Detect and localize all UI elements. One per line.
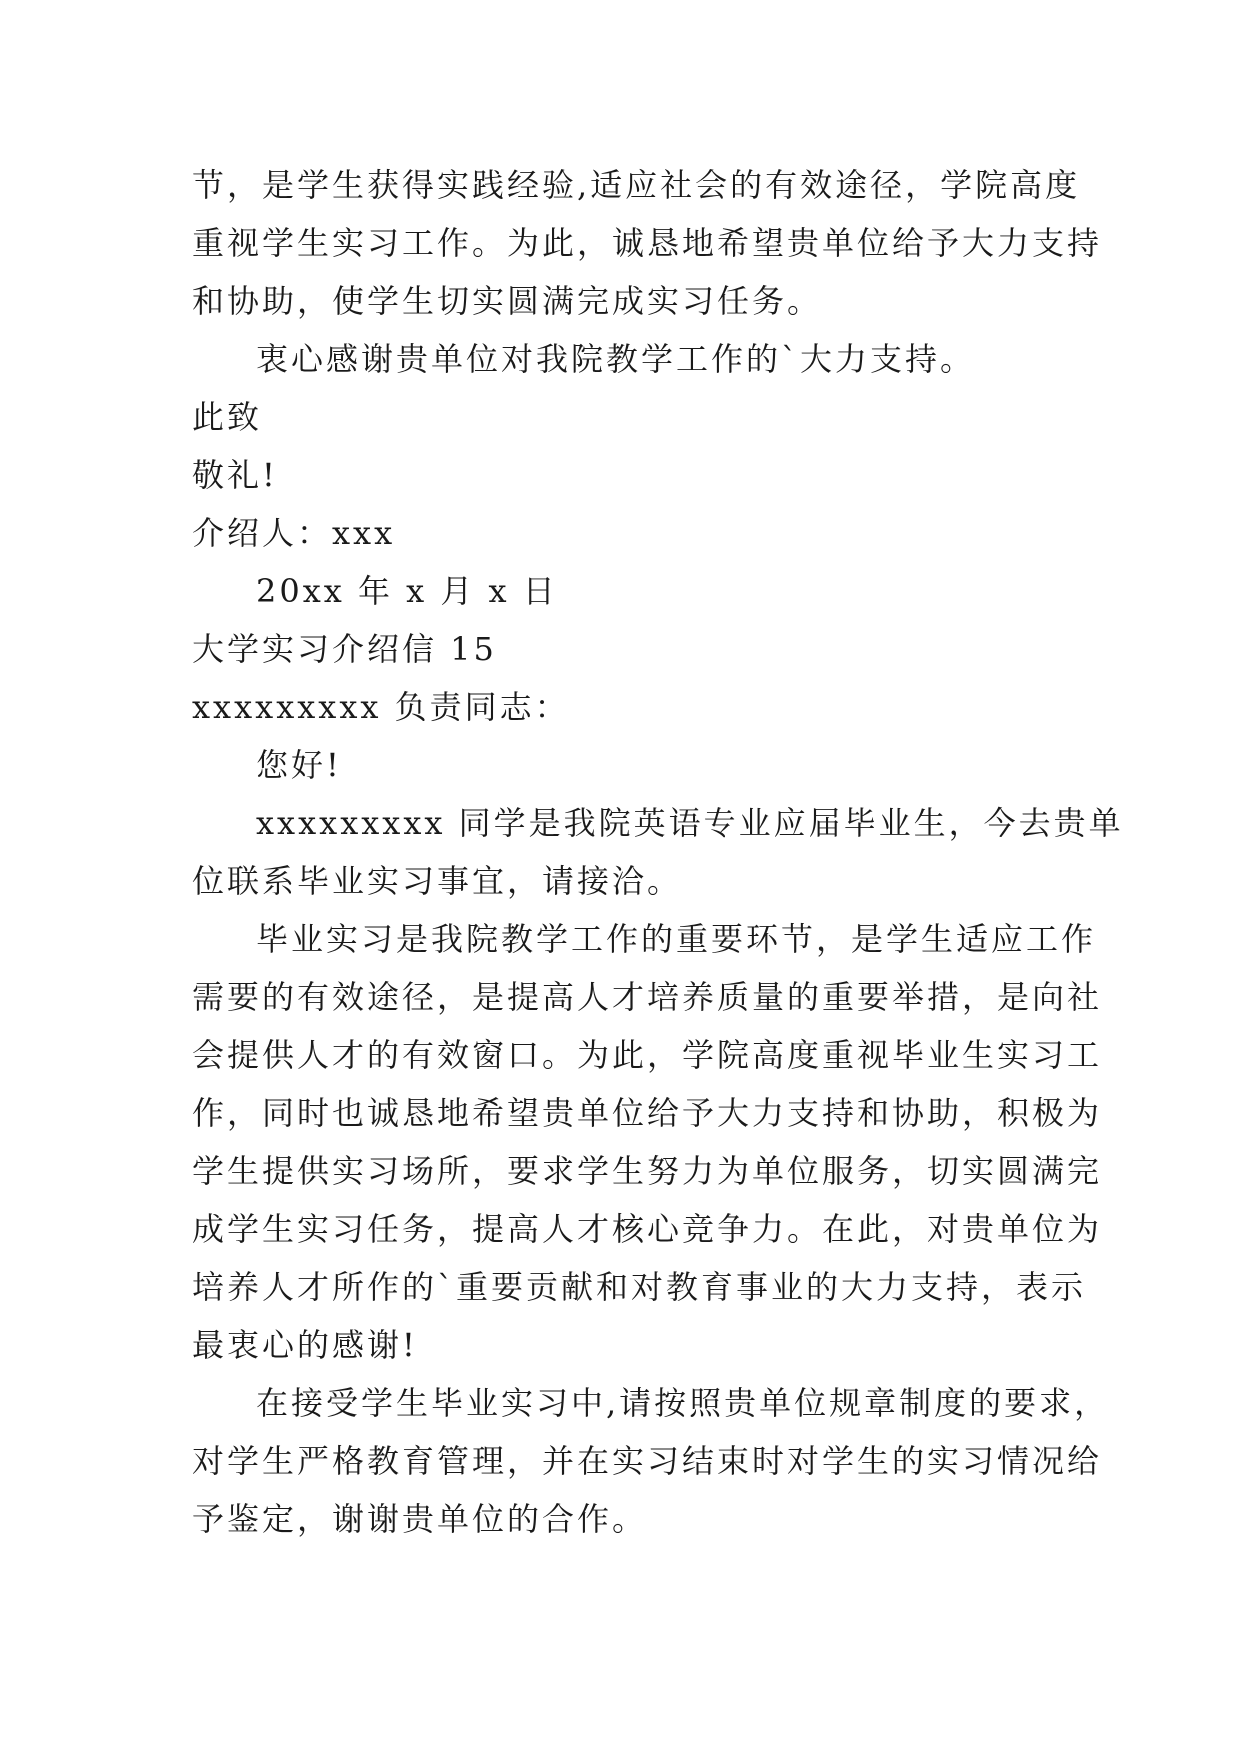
text-line: 成学生实习任务，提高人才核心竞争力。在此，对贵单位为 [192, 1210, 1103, 1248]
text-line: 培养人才所作的`重要贡献和对教育事业的大力支持，表示 [192, 1268, 1087, 1306]
text-line: 作，同时也诚恳地希望贵单位给予大力支持和协助，积极为 [192, 1094, 1103, 1132]
text-line: 毕业实习是我院教学工作的重要环节，是学生适应工作 [256, 920, 1097, 958]
greeting-line: 您好! [256, 746, 342, 784]
text-line: 在接受学生毕业实习中,请按照贵单位规章制度的要求， [256, 1384, 1110, 1422]
introducer-line: 介绍人：xxx [192, 514, 396, 552]
text-line: 最衷心的感谢! [192, 1326, 418, 1364]
text-line: xxxxxxxxx 同学是我院英语专业应届毕业生，今去贵单 [256, 804, 1124, 842]
closing-regards: 敬礼! [192, 456, 278, 494]
date-line: 20xx 年 x 月 x 日 [256, 572, 558, 610]
text-line: 会提供人才的有效窗口。为此，学院高度重视毕业生实习工 [192, 1036, 1103, 1074]
letter-body [192, 156, 1124, 1548]
thanks-line: 衷心感谢贵单位对我院教学工作的`大力支持。 [256, 340, 976, 378]
text-line: 重视学生实习工作。为此，诚恳地希望贵单位给予大力支持 [192, 224, 1103, 262]
text-line: 需要的有效途径，是提高人才培养质量的重要举措，是向社 [192, 978, 1103, 1016]
recipient-line: xxxxxxxxx 负责同志： [192, 688, 570, 726]
section-heading: 大学实习介绍信 15 [192, 630, 497, 668]
text-line: 对学生严格教育管理，并在实习结束时对学生的实习情况给 [192, 1442, 1103, 1480]
text-line: 和协助，使学生切实圆满完成实习任务。 [192, 282, 823, 320]
text-line: 节，是学生获得实践经验,适应社会的有效途径，学院高度 [192, 166, 1081, 204]
closing-salutation: 此致 [192, 398, 263, 436]
text-line: 位联系毕业实习事宜，请接洽。 [192, 862, 683, 900]
text-line: 学生提供实习场所，要求学生努力为单位服务，切实圆满完 [192, 1152, 1103, 1190]
text-line: 予鉴定，谢谢贵单位的合作。 [192, 1500, 648, 1538]
